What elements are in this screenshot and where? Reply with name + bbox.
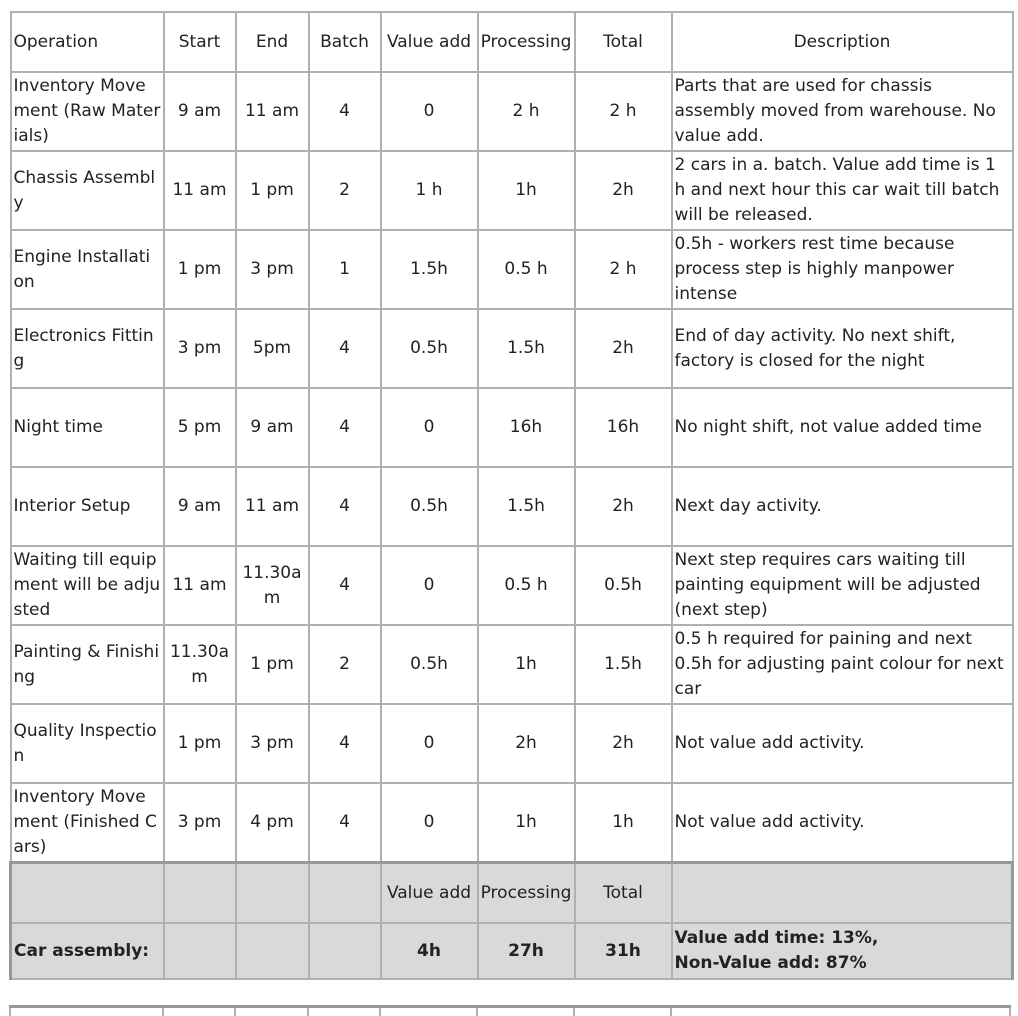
cell-end: 3 pm	[236, 230, 309, 309]
grid-line	[307, 1008, 309, 1016]
cell-end: 11 am	[236, 72, 309, 151]
cell-total: 2h	[575, 704, 672, 783]
cell-batch: 4	[309, 546, 381, 625]
table-body	[11, 72, 1013, 863]
summary-section	[11, 863, 1013, 980]
summary-grand-total: 31h	[575, 923, 672, 979]
cell-end: 4 pm	[236, 783, 309, 863]
cell-value-add: 0	[381, 72, 478, 151]
header-start: Start	[164, 12, 236, 72]
next-row-fragment	[9, 1005, 1011, 1016]
grid-line	[670, 1008, 672, 1016]
cell-description: End of day activity. No next shift, factory is closed for the night	[672, 309, 1013, 388]
cell-start: 11 am	[164, 546, 236, 625]
grid-line	[234, 1008, 236, 1016]
header-end: End	[236, 12, 309, 72]
cell-total: 0.5h	[575, 546, 672, 625]
cell-start: 5 pm	[164, 388, 236, 467]
summary-empty-cell	[236, 863, 309, 924]
summary-value-add-total: 4h	[381, 923, 478, 979]
cell-operation: Night time	[11, 388, 164, 467]
cell-total: 2h	[575, 309, 672, 388]
cell-operation: Inventory Movement (Raw Materials)	[11, 72, 164, 151]
cell-description: 2 cars in a. batch. Value add time is 1 h and next hour this car wait till batch will be released.	[672, 151, 1013, 230]
header-total: Total	[575, 12, 672, 72]
cell-description: Not value add activity.	[672, 704, 1013, 783]
summary-empty-cell	[309, 923, 381, 979]
table-row	[11, 467, 1013, 546]
cell-end: 3 pm	[236, 704, 309, 783]
cell-operation: Painting & Finishing	[11, 625, 164, 704]
grid-line	[162, 1008, 164, 1016]
summary-empty-cell	[164, 863, 236, 924]
summary-header-total: Total	[575, 863, 672, 924]
cell-processing: 16h	[478, 388, 575, 467]
header-batch: Batch	[309, 12, 381, 72]
grid-line	[476, 1008, 478, 1016]
cell-start: 9 am	[164, 72, 236, 151]
summary-header-row	[11, 863, 1013, 924]
cell-value-add: 0	[381, 783, 478, 863]
cell-description: 0.5 h required for paining and next 0.5h for adjusting paint colour for next car	[672, 625, 1013, 704]
table-row	[11, 151, 1013, 230]
table-row	[11, 388, 1013, 467]
cell-total: 1h	[575, 783, 672, 863]
table-row	[11, 230, 1013, 309]
cell-processing: 0.5 h	[478, 230, 575, 309]
value-add-percentage: Value add time: 13%,	[674, 928, 879, 948]
cell-total: 2 h	[575, 72, 672, 151]
table-row	[11, 625, 1013, 704]
summary-processing-total: 27h	[478, 923, 575, 979]
cell-batch: 1	[309, 230, 381, 309]
cell-value-add: 0.5h	[381, 467, 478, 546]
cell-end: 1 pm	[236, 625, 309, 704]
cell-end: 11 am	[236, 467, 309, 546]
cell-operation: Chassis Assembly	[11, 151, 164, 230]
cell-value-add: 1.5h	[381, 230, 478, 309]
cell-batch: 2	[309, 625, 381, 704]
cell-value-add: 1 h	[381, 151, 478, 230]
cell-processing: 2 h	[478, 72, 575, 151]
grid-line	[379, 1008, 381, 1016]
summary-empty-cell	[672, 863, 1013, 924]
cell-start: 11 am	[164, 151, 236, 230]
cell-value-add: 0.5h	[381, 309, 478, 388]
summary-header-value-add: Value add	[381, 863, 478, 924]
summary-empty-cell	[236, 923, 309, 979]
cell-operation: Inventory Movement (Finished Cars)	[11, 783, 164, 863]
cell-description: Next day activity.	[672, 467, 1013, 546]
cell-processing: 2h	[478, 704, 575, 783]
cell-processing: 1h	[478, 783, 575, 863]
cell-description: Next step requires cars waiting till painting equipment will be adjusted (next step)	[672, 546, 1013, 625]
cell-total: 1.5h	[575, 625, 672, 704]
cell-end: 5pm	[236, 309, 309, 388]
cell-batch: 4	[309, 467, 381, 546]
table-row	[11, 546, 1013, 625]
summary-header-processing: Processing	[478, 863, 575, 924]
cell-end: 1 pm	[236, 151, 309, 230]
cell-operation: Electronics Fitting	[11, 309, 164, 388]
cell-operation: Interior Setup	[11, 467, 164, 546]
cell-description: Not value add activity.	[672, 783, 1013, 863]
cell-batch: 4	[309, 72, 381, 151]
cell-processing: 1.5h	[478, 467, 575, 546]
cell-batch: 4	[309, 388, 381, 467]
cell-value-add: 0	[381, 546, 478, 625]
cell-description: Parts that are used for chassis assembly moved from warehouse. No value add.	[672, 72, 1013, 151]
cell-total: 2h	[575, 467, 672, 546]
cell-start: 3 pm	[164, 783, 236, 863]
cell-description: No night shift, not value added time	[672, 388, 1013, 467]
cell-processing: 1h	[478, 625, 575, 704]
cell-start: 1 pm	[164, 230, 236, 309]
cell-value-add: 0.5h	[381, 625, 478, 704]
summary-percentages	[672, 923, 1013, 979]
cell-start: 1 pm	[164, 704, 236, 783]
cell-batch: 4	[309, 309, 381, 388]
cell-operation: Quality Inspection	[11, 704, 164, 783]
summary-empty-cell	[164, 923, 236, 979]
cell-start: 3 pm	[164, 309, 236, 388]
grid-line	[573, 1008, 575, 1016]
grid-line	[9, 1008, 11, 1016]
cell-end: 11.30am	[236, 546, 309, 625]
summary-empty-cell	[309, 863, 381, 924]
cell-total: 2h	[575, 151, 672, 230]
non-value-add-percentage: Non-Value add: 87%	[674, 953, 867, 973]
header-processing: Processing	[478, 12, 575, 72]
cell-description: 0.5h - workers rest time because process step is highly manpower intense	[672, 230, 1013, 309]
car-assembly-process-table	[9, 11, 1014, 980]
table-header-row	[11, 12, 1013, 72]
cell-operation: Waiting till equipment will be adjusted	[11, 546, 164, 625]
cell-value-add: 0	[381, 704, 478, 783]
cell-start: 11.30am	[164, 625, 236, 704]
cell-batch: 2	[309, 151, 381, 230]
grid-line	[1009, 1008, 1011, 1016]
cell-total: 16h	[575, 388, 672, 467]
table-row	[11, 704, 1013, 783]
table-row	[11, 309, 1013, 388]
cell-operation: Engine Installation	[11, 230, 164, 309]
header-value-add: Value add	[381, 12, 478, 72]
header-description: Description	[672, 12, 1013, 72]
summary-empty-cell	[11, 863, 164, 924]
table-row	[11, 783, 1013, 863]
cell-processing: 0.5 h	[478, 546, 575, 625]
cell-processing: 1h	[478, 151, 575, 230]
cell-start: 9 am	[164, 467, 236, 546]
cell-processing: 1.5h	[478, 309, 575, 388]
cell-batch: 4	[309, 704, 381, 783]
summary-label: Car assembly:	[11, 923, 164, 979]
header-operation: Operation	[11, 12, 164, 72]
table-row	[11, 72, 1013, 151]
process-table-sheet	[9, 11, 1011, 980]
cell-batch: 4	[309, 783, 381, 863]
cell-total: 2 h	[575, 230, 672, 309]
summary-totals-row	[11, 923, 1013, 979]
cell-end: 9 am	[236, 388, 309, 467]
cell-value-add: 0	[381, 388, 478, 467]
